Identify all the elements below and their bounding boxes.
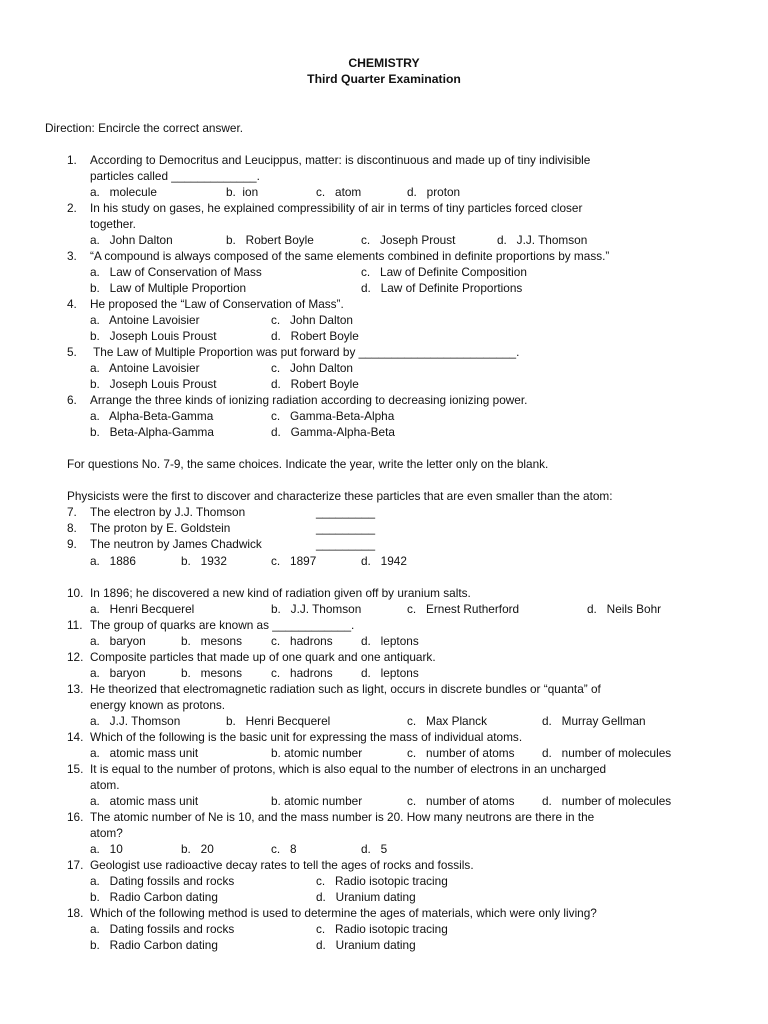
direction-text: Direction: Encircle the correct answer.	[45, 121, 244, 135]
choice-c[interactable]: c. number of atoms	[407, 794, 515, 808]
choice-c[interactable]: c. Radio isotopic tracing	[316, 922, 448, 936]
choice-a[interactable]: a. atomic mass unit	[90, 794, 199, 808]
choice-d[interactable]: d. Robert Boyle	[271, 329, 359, 343]
question-text: The atomic number of Ne is 10, and the mass number is 20. How many neutrons are there in the	[90, 810, 595, 824]
choice-b[interactable]: b. atomic number	[271, 746, 363, 760]
choice-c[interactable]: c. Law of Definite Composition	[361, 265, 527, 279]
choice-d[interactable]: d. J.J. Thomson	[497, 233, 588, 247]
question-text: He theorized that electromagnetic radiation such as light, occurs in discrete bundles or “quanta” of	[90, 682, 601, 696]
choice-a[interactable]: a. 1886	[90, 554, 136, 568]
choice-c[interactable]: c. 1897	[271, 554, 317, 568]
choice-b[interactable]: b. J.J. Thomson	[271, 602, 362, 616]
question-number: 1.	[67, 153, 77, 167]
exam-title: Third Quarter Examination	[307, 72, 461, 86]
question-text: particles called _____________.	[90, 169, 260, 183]
choice-a[interactable]: a. Antoine Lavoisier	[90, 313, 200, 327]
question-number: 3.	[67, 249, 77, 263]
choice-a[interactable]: a. baryon	[90, 666, 146, 680]
choice-a[interactable]: a. 10	[90, 842, 123, 856]
choice-d[interactable]: d. 1942	[361, 554, 407, 568]
choice-a[interactable]: a. Law of Conservation of Mass	[90, 265, 262, 279]
choice-d[interactable]: d. Gamma-Alpha-Beta	[271, 425, 395, 439]
choice-c[interactable]: c. hadrons	[271, 634, 333, 648]
question-number: 17.	[67, 858, 84, 872]
choice-a[interactable]: a. J.J. Thomson	[90, 714, 181, 728]
choice-b[interactable]: b. ion	[226, 185, 259, 199]
choice-b[interactable]: b. atomic number	[271, 794, 363, 808]
question-number: 11.	[67, 618, 83, 632]
question-text: Arrange the three kinds of ionizing radiation according to decreasing ionizing power.	[90, 393, 528, 407]
choice-b[interactable]: b. Joseph Louis Proust	[90, 377, 217, 391]
question-number: 8.	[67, 521, 77, 535]
question-number: 9.	[67, 537, 77, 551]
choice-d[interactable]: d. Murray Gellman	[542, 714, 646, 728]
choice-d[interactable]: d. Uranium dating	[316, 890, 416, 904]
question-text: Which of the following is the basic unit for expressing the mass of individual atoms.	[90, 730, 523, 744]
choice-d[interactable]: d. leptons	[361, 634, 419, 648]
choice-c[interactable]: c. 8	[271, 842, 297, 856]
choice-d[interactable]: d. proton	[407, 185, 461, 199]
answer-blank[interactable]: _________	[316, 537, 376, 551]
choice-c[interactable]: c. number of atoms	[407, 746, 515, 760]
question-text: The group of quarks are known as ____________.	[90, 618, 355, 632]
choice-c[interactable]: c. hadrons	[271, 666, 333, 680]
question-text: atom?	[90, 826, 123, 840]
choice-a[interactable]: a. Antoine Lavoisier	[90, 361, 200, 375]
question-text: In 1896; he discovered a new kind of radiation given off by uranium salts.	[90, 586, 471, 600]
question-number: 15.	[67, 762, 84, 776]
question-text: It is equal to the number of protons, which is also equal to the number of electrons in an uncharged	[90, 762, 607, 776]
question-number: 10.	[67, 586, 84, 600]
choice-b[interactable]: b. Law of Multiple Proportion	[90, 281, 247, 295]
choice-d[interactable]: d. number of molecules	[542, 746, 672, 760]
section-intro: Physicists were the first to discover and characterize these particles that are even smaller than the atom:	[67, 489, 613, 503]
question-number: 7.	[67, 505, 77, 519]
choice-c[interactable]: c. John Dalton	[271, 313, 353, 327]
question-number: 5.	[67, 345, 77, 359]
question-text: “A compound is always composed of the same elements combined in definite proportions by mass.”	[90, 249, 610, 263]
choice-b[interactable]: b. mesons	[181, 666, 242, 680]
choice-b[interactable]: b. Beta-Alpha-Gamma	[90, 425, 214, 439]
choice-b[interactable]: b. mesons	[181, 634, 242, 648]
choice-d[interactable]: d. leptons	[361, 666, 419, 680]
question-text: Which of the following method is used to determine the ages of materials, which were only living?	[90, 906, 597, 920]
question-text: The electron by J.J. Thomson	[90, 505, 246, 519]
choice-c[interactable]: c. Radio isotopic tracing	[316, 874, 448, 888]
question-number: 16.	[67, 810, 84, 824]
choice-c[interactable]: c. Ernest Rutherford	[407, 602, 520, 616]
question-text: atom.	[90, 778, 120, 792]
question-number: 12.	[67, 650, 84, 664]
choice-a[interactable]: a. Dating fossils and rocks	[90, 922, 235, 936]
choice-d[interactable]: d. Law of Definite Proportions	[361, 281, 523, 295]
choice-c[interactable]: c. atom	[316, 185, 362, 199]
question-text: According to Democritus and Leucippus, matter: is discontinuous and made up of tiny indivisible	[90, 153, 591, 167]
question-text: Composite particles that made up of one quark and one antiquark.	[90, 650, 436, 664]
instruction-note: For questions No. 7-9, the same choices. Indicate the year, write the letter only on the blank.	[67, 457, 549, 471]
choice-c[interactable]: c. Max Planck	[407, 714, 487, 728]
choice-c[interactable]: c. John Dalton	[271, 361, 353, 375]
question-text: The Law of Multiple Proportion was put forward by ________________________.	[90, 345, 520, 359]
question-text: energy known as protons.	[90, 698, 226, 712]
choice-b[interactable]: b. Radio Carbon dating	[90, 890, 218, 904]
choice-b[interactable]: b. 1932	[181, 554, 227, 568]
choice-b[interactable]: b. Henri Becquerel	[226, 714, 331, 728]
question-text: The neutron by James Chadwick	[90, 537, 262, 551]
choice-b[interactable]: b. Joseph Louis Proust	[90, 329, 217, 343]
choice-d[interactable]: d. number of molecules	[542, 794, 672, 808]
choice-b[interactable]: b. Robert Boyle	[226, 233, 314, 247]
question-text: Geologist use radioactive decay rates to tell the ages of rocks and fossils.	[90, 858, 474, 872]
question-text: He proposed the “Law of Conservation of Mass”.	[90, 297, 344, 311]
question-number: 2.	[67, 201, 77, 215]
question-number: 4.	[67, 297, 77, 311]
choice-a[interactable]: a. molecule	[90, 185, 157, 199]
choice-d[interactable]: d. Neils Bohr	[587, 602, 662, 616]
question-text: The proton by E. Goldstein	[90, 521, 231, 535]
choice-b[interactable]: b. 20	[181, 842, 214, 856]
question-text: In his study on gases, he explained compressibility of air in terms of tiny particles forced closer	[90, 201, 583, 215]
answer-blank[interactable]: _________	[316, 521, 376, 535]
choice-d[interactable]: d. Robert Boyle	[271, 377, 359, 391]
question-number: 13.	[67, 682, 84, 696]
choice-a[interactable]: a. John Dalton	[90, 233, 173, 247]
choice-a[interactable]: a. Dating fossils and rocks	[90, 874, 235, 888]
choice-d[interactable]: d. Uranium dating	[316, 938, 416, 952]
choice-a[interactable]: a. Henri Becquerel	[90, 602, 195, 616]
choice-c[interactable]: c. Gamma-Beta-Alpha	[271, 409, 395, 423]
choice-a[interactable]: a. baryon	[90, 634, 146, 648]
choice-a[interactable]: a. atomic mass unit	[90, 746, 199, 760]
choice-b[interactable]: b. Radio Carbon dating	[90, 938, 218, 952]
question-number: 18.	[67, 906, 84, 920]
choice-d[interactable]: d. 5	[361, 842, 388, 856]
question-number: 6.	[67, 393, 77, 407]
question-number: 14.	[67, 730, 84, 744]
choice-c[interactable]: c. Joseph Proust	[361, 233, 456, 247]
subject-title: CHEMISTRY	[348, 56, 420, 70]
question-text: together.	[90, 217, 136, 231]
choice-a[interactable]: a. Alpha-Beta-Gamma	[90, 409, 214, 423]
answer-blank[interactable]: _________	[316, 505, 376, 519]
